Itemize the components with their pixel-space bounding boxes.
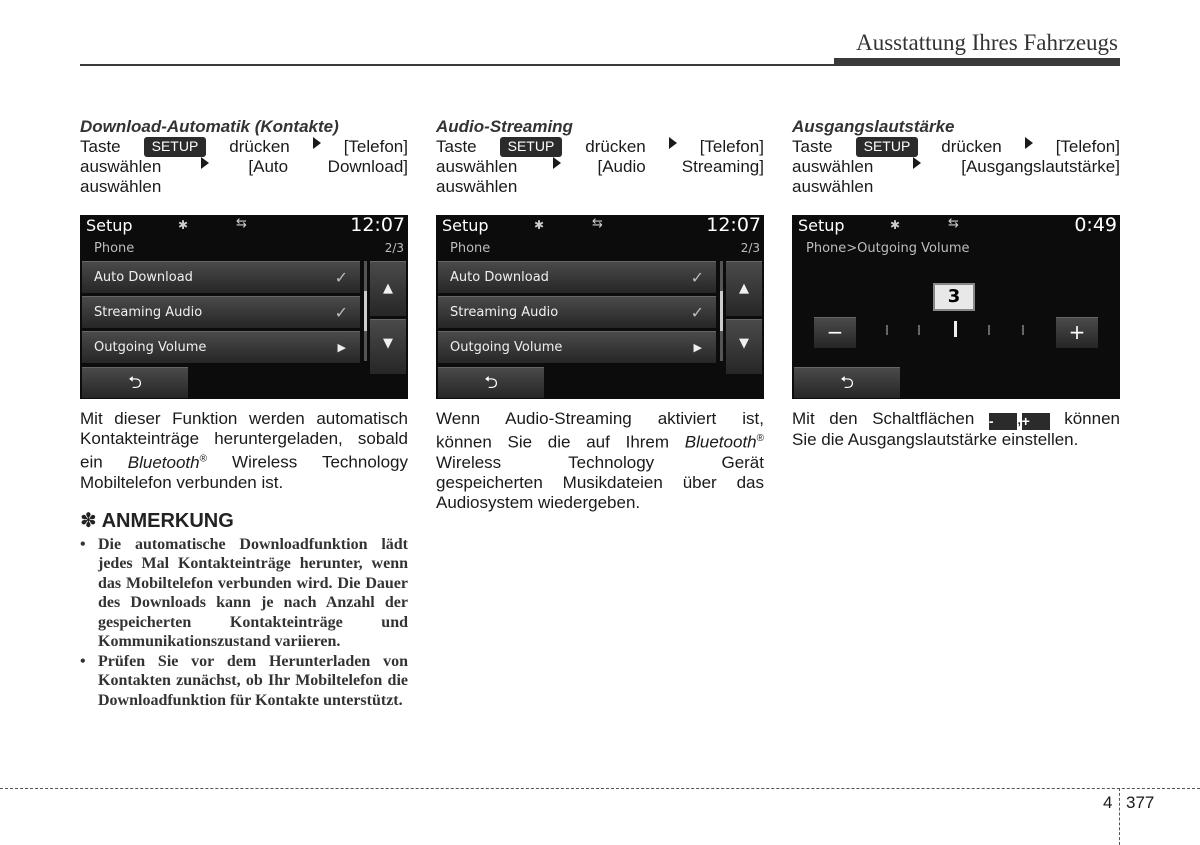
bluetooth-icon: ✱ (178, 218, 189, 232)
volume-tick (918, 325, 920, 335)
instruction-text (792, 137, 1120, 197)
triangle-up-icon: ▲ (383, 281, 393, 296)
menu-item-label: Outgoing Volume (94, 340, 207, 355)
usb-icon: ⇆ (592, 216, 603, 231)
screen-status-bar (80, 215, 408, 237)
section-heading: Ausgangslautstärke (792, 117, 955, 136)
menu-item-auto-download[interactable] (438, 261, 716, 293)
instr-word: auswählen (80, 157, 162, 176)
footer-rule (0, 788, 1200, 789)
checkmark-icon: ✓ (334, 268, 348, 287)
volume-tick (988, 325, 990, 335)
usb-icon: ⇆ (236, 216, 247, 231)
description-text (792, 409, 1120, 450)
scroll-up-button[interactable] (726, 261, 762, 316)
back-arrow-icon: ⮌ (840, 373, 854, 393)
setup-screen-phone (80, 215, 408, 399)
section-heading: Audio-Streaming (436, 117, 573, 136)
text-word: Audio-Streaming (505, 409, 632, 428)
registered-mark: ® (199, 453, 207, 464)
menu-item-outgoing-volume[interactable] (438, 331, 716, 363)
play-arrow-icon: ▶ (693, 341, 702, 354)
checkmark-icon: ✓ (334, 303, 348, 322)
text-line: gespeicherten Musikdateien über das (436, 472, 764, 492)
scroll-up-button[interactable] (370, 261, 406, 316)
column-download-automatik (80, 117, 408, 710)
section-heading: Download-Automatik (Kontakte) (80, 117, 339, 136)
text-word: ist, (742, 409, 764, 428)
chapter-number: 4 (1103, 793, 1113, 812)
instr-word: auswählen (792, 177, 874, 196)
instr-word: auswählen (436, 157, 518, 176)
text-word: Wireless (436, 452, 502, 472)
instr-word: drücken (941, 137, 1002, 156)
text-word: aktiviert (657, 409, 717, 428)
text-word: ein (80, 452, 103, 472)
arrow-right-icon (669, 137, 677, 149)
menu-item-label: Auto Download (94, 270, 193, 285)
screen-page-indicator: 2/3 (384, 241, 404, 255)
instr-word: auswählen (436, 177, 518, 196)
instr-word: auswählen (792, 157, 874, 176)
instr-word: [Telefon] (343, 137, 408, 156)
screen-subtitle: Phone>Outgoing Volume (806, 241, 970, 256)
scroll-down-button[interactable] (726, 319, 762, 374)
minus-key-badge: - (989, 413, 1017, 430)
back-arrow-icon: ⮌ (484, 373, 498, 393)
note-item-text: Prüfen Sie vor dem Herunterladen von Kontakten zunächst, ob Ihr Mobiltelefon die Downloadfunktion für Kontakte unterstützt. (98, 652, 408, 709)
back-arrow-icon: ⮌ (128, 373, 142, 393)
screen-page-indicator: 2/3 (740, 241, 760, 255)
note-item (80, 535, 408, 652)
screen-status-bar (792, 215, 1120, 237)
description-text (436, 409, 764, 513)
menu-item-label: Outgoing Volume (450, 340, 563, 355)
menu-item-label: Auto Download (450, 270, 549, 285)
text-line (436, 453, 764, 473)
scrollbar[interactable] (364, 261, 367, 361)
menu-item-streaming-audio[interactable] (438, 296, 716, 328)
text-word: Wenn (436, 409, 481, 428)
scrollbar[interactable] (720, 261, 723, 361)
arrow-right-icon (201, 157, 209, 169)
minus-icon: − (826, 320, 844, 344)
checkmark-icon: ✓ (690, 303, 704, 322)
instruction-text (80, 137, 408, 197)
menu-item-auto-download[interactable] (82, 261, 360, 293)
instr-word: Taste (792, 137, 833, 156)
column-audio-streaming (436, 117, 764, 513)
plus-key-badge: + (1022, 413, 1050, 430)
setup-key-badge: SETUP (144, 137, 207, 157)
menu-item-streaming-audio[interactable] (82, 296, 360, 328)
instr-word: Streaming] (681, 157, 764, 176)
text-segment: können (1064, 409, 1120, 428)
back-button[interactable] (82, 367, 188, 398)
play-arrow-icon: ▶ (337, 341, 346, 354)
note-item (80, 652, 408, 711)
volume-down-button[interactable] (814, 317, 856, 348)
bluetooth-term: Bluetooth (684, 432, 757, 452)
text-word: Wireless (232, 452, 298, 472)
back-button[interactable] (794, 367, 900, 398)
triangle-down-icon: ▼ (739, 336, 749, 351)
description-text (80, 409, 408, 493)
text-line: Audiosystem wiedergeben. (436, 492, 641, 512)
page-number: 377 (1126, 793, 1155, 812)
text-line: Sie die Ausgangslautstärke einstellen. (792, 430, 1079, 449)
instr-word: Taste (80, 137, 121, 156)
instr-word: auswählen (80, 177, 162, 196)
screen-clock: 12:07 (350, 214, 405, 236)
triangle-down-icon: ▼ (383, 336, 393, 351)
setup-key-badge: SETUP (856, 137, 919, 157)
back-button[interactable] (438, 367, 544, 398)
arrow-right-icon (313, 137, 321, 149)
usb-icon: ⇆ (948, 216, 959, 231)
volume-up-button[interactable] (1056, 317, 1098, 348)
instr-word: drücken (229, 137, 290, 156)
column-ausgangslautstaerke (792, 117, 1120, 450)
instr-word: [Auto (248, 157, 289, 176)
text-word: Technology (321, 452, 408, 472)
note-item-text: Die automatische Downloadfunktion lädt jedes Mal Kontakteinträge herunter, wenn das Mobiltelefon verbunden wird. Die Dauer des Downloads kann je nach Anzahl der gespeicherten Kontakteinträge und Kommunikationszustand variieren. (98, 535, 408, 651)
screen-subtitle: Phone (450, 241, 491, 256)
screen-title: Setup (442, 216, 489, 235)
instr-word: Taste (436, 137, 477, 156)
triangle-up-icon: ▲ (739, 281, 749, 296)
text-line: Kontakteinträge heruntergeladen, sobald (80, 429, 408, 448)
note-heading: ✽ ANMERKUNG (80, 509, 234, 532)
text-word: Gerät (721, 452, 764, 472)
checkmark-icon: ✓ (690, 268, 704, 287)
setup-screen-outgoing-volume (792, 215, 1120, 399)
text-line (792, 409, 1120, 430)
setup-screen-phone (436, 215, 764, 399)
volume-value-display: 3 (933, 283, 975, 311)
screen-title: Setup (86, 216, 133, 235)
text-line (436, 409, 764, 429)
volume-tick-current (954, 321, 957, 337)
instr-word: [Telefon] (699, 137, 764, 156)
text-line (80, 449, 408, 473)
bluetooth-term: Bluetooth (127, 452, 200, 472)
registered-mark: ® (756, 433, 764, 444)
text-segment: Mit den Schaltflächen (792, 409, 975, 428)
scroll-down-button[interactable] (370, 319, 406, 374)
instr-word: [Ausgangslautstärke] (961, 157, 1120, 176)
instr-word: [Audio (597, 157, 646, 176)
text-line: Mobiltelefon verbunden ist. (80, 472, 284, 492)
bullet-icon: • (80, 535, 86, 553)
text-word: Technology (568, 452, 655, 472)
menu-item-outgoing-volume[interactable] (82, 331, 360, 363)
setup-key-badge: SETUP (500, 137, 563, 157)
text-segment: - ,+ (989, 409, 1050, 428)
instr-word: [Telefon] (1055, 137, 1120, 156)
text-segment: können Sie die auf Ihrem (436, 432, 685, 452)
text-line: Mit dieser Funktion werden automatisch (80, 409, 408, 428)
running-header-title: Ausstattung Ihres Fahrzeugs (856, 30, 1118, 55)
footer-divider (1119, 788, 1120, 845)
screen-title: Setup (798, 216, 845, 235)
header-tab-bar (834, 58, 1120, 66)
screen-status-bar (436, 215, 764, 237)
screen-clock: 0:49 (1074, 214, 1117, 236)
menu-item-label: Streaming Audio (94, 305, 203, 320)
bluetooth-icon: ✱ (534, 218, 545, 232)
instruction-text (436, 137, 764, 197)
menu-item-label: Streaming Audio (450, 305, 559, 320)
screen-clock: 12:07 (706, 214, 761, 236)
screen-subtitle: Phone (94, 241, 135, 256)
volume-tick (886, 325, 888, 335)
instr-word: Download] (327, 157, 408, 176)
arrow-right-icon (913, 157, 921, 169)
volume-tick (1022, 325, 1024, 335)
arrow-right-icon (553, 157, 561, 169)
arrow-right-icon (1025, 137, 1033, 149)
note-list (80, 535, 408, 711)
text-word (128, 453, 207, 472)
instr-word: drücken (585, 137, 646, 156)
bullet-icon: • (80, 652, 86, 670)
text-line (436, 429, 764, 453)
bluetooth-icon: ✱ (890, 218, 901, 232)
plus-icon: + (1068, 320, 1086, 344)
